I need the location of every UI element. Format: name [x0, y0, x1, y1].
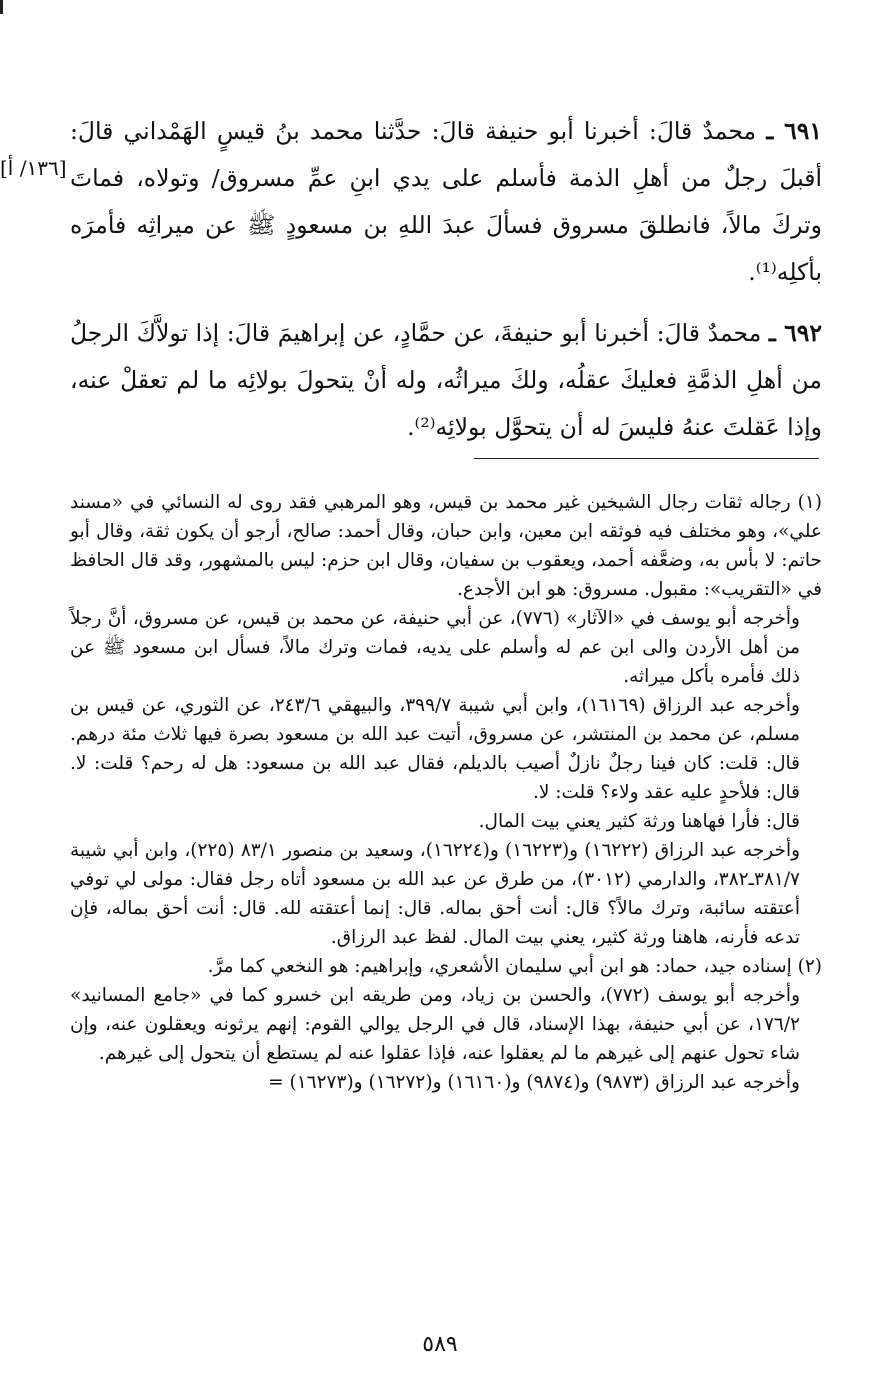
main-text	[70, 108, 822, 451]
page-number: ٥٨٩	[422, 1332, 458, 1357]
hadith-text: محمدٌ قالَ: أخبرنا أبو حنيفة قالَ: حدَّثنا محمد بنُ قيسٍ الهَمْداني قالَ: أقبلَ رجلٌ من أهلِ الذمة فأسلم على يدي ابنِ عمِّ مسروق/ وتولاه، فماتَ وتركَ مالاً، فانطلقَ مسروق فسألَ عبدَ اللهِ بن مسعودٍ ﷺ عن ميراثِه فأمرَه بأكلِه⁽¹⁾.	[70, 117, 822, 286]
hadith-text: محمدٌ قالَ: أخبرنا أبو حنيفةَ، عن حمَّادٍ، عن إبراهيمَ قالَ: إذا تولاَّكَ الرجلُ من أهلِ الذمَّةِ فعليكَ عقلُه، ولكَ ميراثُه، وله أنْ يتحولَ بولائِه ما لم تعقلْ عنه، وإذا عَقلتَ عنهُ فليسَ له أن يتحوَّل بولائِه⁽²⁾.	[70, 319, 822, 441]
hadith-692	[70, 310, 822, 451]
hadith-691	[70, 108, 822, 296]
footnote-2-part: وأخرجه عبد الرزاق (٩٨٧٣) و(٩٨٧٤) و(١٦١٦٠) و(١٦٢٧٢) و(١٦٢٧٣) =	[268, 1072, 800, 1093]
footnote-separator	[474, 458, 819, 459]
scan-edge-mark	[0, 0, 3, 14]
footnotes	[70, 488, 822, 1097]
footnote-1-part: وأخرجه أبو يوسف في «الآثار» (٧٧٦)، عن أبي حنيفة، عن محمد بن قيس، عن مسروق، أنَّ رجلاً من أهل الأردن والى ابن عم له وأسلم على يديه، فمات وترك مالاً، فسأل ابن مسعود ﷺ عن ذلك فأمره بأكل ميراثه.	[70, 608, 800, 687]
hadith-number: ٦٩١ ـ	[766, 117, 822, 145]
footnote-1-part: وأخرجه عبد الرزاق (١٦٢٢٢) و(١٦٢٢٣) و(١٦٢٢٤)، وسعيد بن منصور ٨٣/١ (٢٢٥)، وابن أبي شيبة ٣٨١/٧ـ٣٨٢، والدارمي (٣٠١٢)، من طرق عن عبد الله بن مسعود أتاه رجل فقال: مولى لي توفي أعتقته سائبة، وترك مالاً؟ قال: أنت أحق بماله. قال: إنما أعتقته لله. قال: أنت أحق بماله، فإن تدعه فأرنه، هاهنا ورثة كثير، يعني بيت المال. لفظ عبد الرزاق.	[70, 840, 801, 948]
footnote-1-part: (١) رجاله ثقات رجال الشيخين غير محمد بن قيس، وهو المرهبي فقد روى له النسائي في «مسند علي»، وهو مختلف فيه فوثقه ابن معين، وابن حبان، وقال أحمد: صالح، أرجو أن يكون ثقة، وقال أبو حاتم: لا بأس به، وضعَّفه أحمد، ويعقوب بن سفيان، وقال ابن حزم: ليس بالمشهور، وقد قال الحافظ في «التقريب»: مقبول. مسروق: هو ابن الأجدع.	[70, 492, 822, 600]
footnote-2-part: وأخرجه أبو يوسف (٧٧٢)، والحسن بن زياد، ومن طريقه ابن خسرو كما في «جامع المسانيد» ١٧٦/٢، عن أبي حنيفة، بهذا الإسناد، قال في الرجل يوالي القوم: إنهم يرثونه ويعقلون عنه، وإن شاء تحول عنهم إلى غيرهم ما لم يعقلوا عنه، فإذا عقلوا عنه لم يستطع أن يتحول إلى غيرهم.	[70, 985, 800, 1064]
footnote-2-part: (٢) إسناده جيد، حماد: هو ابن أبي سليمان الأشعري، وإبراهيم: هو النخعي كما مرَّ.	[207, 956, 822, 977]
footnote-1-part: وأخرجه عبد الرزاق (١٦١٦٩)، وابن أبي شيبة ٣٩٩/٧، والبيهقي ٢٤٣/٦، عن الثوري، عن قيس بن مسلم، عن محمد بن المنتشر، عن مسروق، أتيت عبد الله بن مسعود بصرة فيها ثلاث مئة درهم. قال: قلت: كان فينا رجلٌ نازلٌ أصيب بالديلم، فقال عبد الله بن مسعود: هل له رحم؟ قلت: لا. قال: فلأحدٍ عليه عقد ولاء؟ قلت: لا.	[70, 695, 800, 803]
footnote-1-part: قال: فأرا فهاهنا ورثة كثير يعني بيت المال.	[478, 811, 800, 832]
margin-folio-note: [١٣٦/ أ]	[0, 156, 67, 180]
hadith-number: ٦٩٢ ـ	[768, 319, 822, 347]
